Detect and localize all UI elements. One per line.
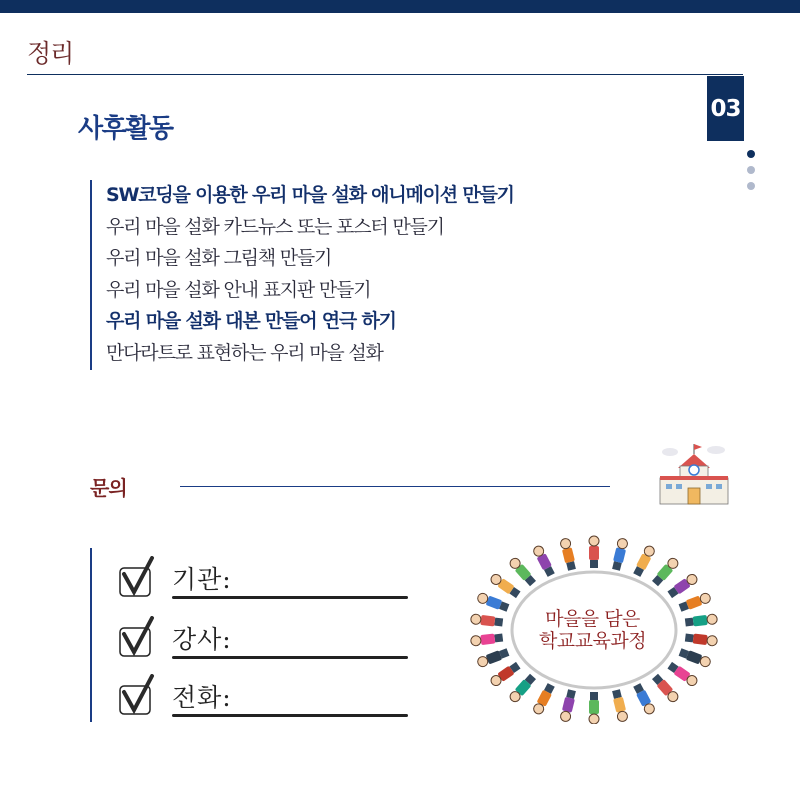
inquiry-label: 문의 (90, 476, 127, 500)
page-dots (747, 150, 757, 198)
person-figure (611, 689, 628, 722)
page-dot (747, 166, 755, 174)
activity-item: 우리 마을 설화 안내 표지판 만들기 (106, 278, 371, 301)
contact-row-instructor (114, 608, 414, 660)
inquiry-divider (180, 486, 610, 487)
person-figure (651, 673, 680, 704)
person-figure (685, 614, 718, 628)
person-figure (667, 572, 699, 598)
person-figure (678, 592, 711, 613)
contact-row-institution (114, 548, 414, 600)
person-figure (476, 647, 509, 668)
checkmark-icon (118, 556, 156, 598)
person-figure (532, 683, 556, 716)
handwritten-underline (172, 656, 408, 659)
handwritten-underline (172, 714, 408, 717)
checkmark-icon (118, 616, 156, 658)
activity-item: SW코딩을 이용한 우리 마을 설화 애니메이션 만들기 (106, 184, 514, 206)
page-dot-active (747, 150, 755, 158)
person-figure (470, 633, 503, 647)
activity-item: 우리 마을 설화 카드뉴스 또는 포스터 만들기 (106, 215, 444, 238)
contact-box (90, 548, 420, 722)
activity-item: 우리 마을 설화 대본 만들어 연극 하기 (106, 310, 396, 332)
post-activity-heading: 사후활동 (78, 114, 173, 144)
school-building-icon (656, 442, 732, 508)
checkmark-icon (118, 674, 156, 716)
caption-line-2: 학교교육과정 (538, 630, 647, 652)
top-band (0, 0, 800, 13)
person-figure (470, 614, 503, 628)
person-figure (508, 556, 537, 587)
title-divider (27, 74, 743, 75)
person-figure (651, 556, 680, 587)
person-figure (632, 683, 656, 716)
handwritten-underline (172, 596, 408, 599)
person-figure (685, 633, 718, 647)
person-figure (476, 592, 509, 613)
activity-list (90, 180, 610, 370)
person-figure (532, 544, 556, 577)
person-figure (667, 661, 699, 687)
person-figure (560, 538, 577, 571)
contact-label: 전화: (172, 683, 232, 712)
illustration-caption (510, 608, 675, 652)
person-figure (489, 661, 521, 687)
page-dot (747, 182, 755, 190)
person-figure (589, 692, 599, 724)
caption-line-1: 마을을 담은 (545, 608, 640, 630)
contact-label: 강사: (172, 625, 232, 654)
section-title: 정리 (27, 39, 74, 68)
person-figure (678, 647, 711, 668)
person-figure (632, 544, 656, 577)
person-figure (560, 689, 577, 722)
person-figure (611, 538, 628, 571)
activity-item: 만다라트로 표현하는 우리 마을 설화 (106, 341, 383, 364)
activity-item: 우리 마을 설화 그림책 만들기 (106, 247, 332, 269)
person-figure (489, 572, 521, 598)
page-number-badge: 03 (707, 76, 744, 141)
person-figure (589, 536, 599, 568)
person-figure (508, 673, 537, 704)
contact-row-phone (114, 666, 414, 718)
contact-label: 기관: (172, 565, 232, 594)
